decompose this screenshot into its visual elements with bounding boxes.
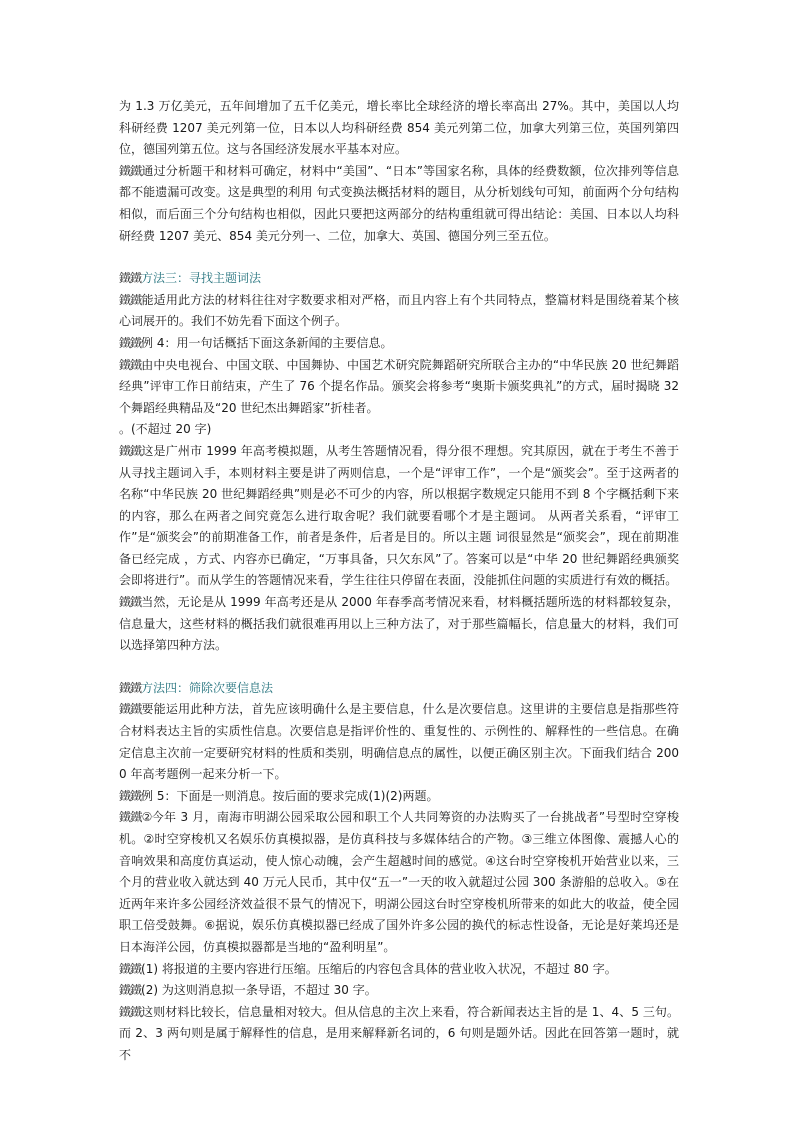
section-gap bbox=[119, 247, 679, 268]
paragraph-text: (2) 为这则消息拟一条导语，不超过 30 字。 bbox=[141, 983, 377, 998]
paragraph-marker: 鐵鐵 bbox=[119, 271, 142, 286]
paragraph bbox=[119, 807, 679, 958]
paragraph-marker: 鐵鐵② bbox=[119, 810, 152, 825]
paragraph-text: 例 5：下面是一则消息。按后面的要求完成(1)(2)两题。 bbox=[141, 788, 439, 803]
heading-text: 方法三：寻找主题词法 bbox=[141, 271, 262, 286]
paragraph bbox=[119, 419, 679, 441]
paragraph-text: (1) 将报道的主要内容进行压缩。压缩后的内容包含具体的营业收入状况，不超过 80 字。 bbox=[141, 961, 617, 976]
paragraph-text: 这则材料比较长，信息量相对较大。但从信息的主次上来看，符合新闻表达主旨的是 1、4、5 三句。而 2、3 两句则是属于解释性的信息，是用来解释新名词的，6 句则是题外话。因此在回答第一题时，就不 bbox=[119, 1004, 679, 1062]
paragraph-text: 为 1.3 万亿美元，五年间增加了五千亿美元，增长率比全球经济的增长率高出 27%。其中，美国以人均科研经费 1207 美元列第一位，日本以人均科研经费 854 美元列第二位，加拿大列第三位，英国列第四位，德国列第五位。这与各国经济发展水平基本对应。 bbox=[119, 99, 679, 157]
section-heading bbox=[119, 268, 679, 290]
paragraph-marker: 鐵鐵 bbox=[119, 1004, 142, 1019]
paragraph-text: 今年 3 月，南海市明湖公园采取公园和职工个人共同筹资的办法购买了一台挑战者”号型时空穿梭机。②时空穿梭机又名娱乐仿真模拟器，是仿真科技与多媒体结合的产物。③三维立体图像、震撼人心的音响效果和高度仿真运动，使人惊心动魄，会产生超越时间的感觉。④这台时空穿梭机开始营业以来，三个月的营业收入就达到 40 万元人民币，其中仅“五一”一天的收入就超过公园 300 条游船的总收入。⑤在近两年来许多公园经济效益很不景气的情况下，明湖公园这台时空穿梭机所带来的如此大的收益，使全园职工倍受鼓舞。⑥据说，娱乐仿真模拟器已经成了国外许多公园的换代的标志性设备，无论是好莱坞还是日本海洋公园，仿真模拟器都是当地的“盈利明星”。 bbox=[119, 810, 680, 954]
paragraph-text: 当然，无论是从 1999 年高考还是从 2000 年春季高考情况来看，材料概括题所选的材料都较复杂，信息量大，这些材料的概括我们就很难再用以上三种方法了，对于那些篇幅长，信息量大的材料，我们可以选择第四种方法。 bbox=[119, 595, 679, 653]
paragraph-marker: 鐵鐵 bbox=[119, 595, 142, 610]
paragraph bbox=[119, 290, 679, 333]
paragraph-marker: 鐵鐵 bbox=[119, 335, 142, 350]
paragraph-marker: 鐵鐵 bbox=[119, 788, 142, 803]
paragraph bbox=[119, 161, 679, 247]
paragraph-marker: 鐵鐵 bbox=[119, 292, 142, 307]
paragraph-marker: 鐵鐵 bbox=[119, 357, 142, 372]
paragraph-marker: 鐵鐵 bbox=[119, 961, 142, 976]
paragraph bbox=[119, 333, 679, 355]
paragraph-text: 这是广州市 1999 年高考模拟题，从考生答题情况看，得分很不理想。究其原因，就在于考生不善于从寻找主题词入手，本则材料主要是讲了两则信息，一个是“评审工作”，一个是“颁奖会”。至于这两者的名称“中华民族 20 世纪舞蹈经典”则是必不可少的内容，所以根据字数规定只能用不到 8 个字概括剩下来的内容，那么在两者之间究竟怎么进行取舍呢？我们就要看哪个才是主题词。 从两者关系看，“评审工作”是“颁奖会”的前期准备工作，前者是条件，后者是目的。所以主题 词很显然是“颁奖会”，现在前期准备已经完成 ，方式、内容亦已确定，“万事具备，只欠东风”了。答案可以是“中华 20 世纪舞蹈经典颁奖会即将进行”。而从学生的答题情况来看，学生往往只停留在表面，没能抓住问题的实质进行有效的概括。 bbox=[119, 443, 679, 588]
paragraph-text: 通过分析题干和材料可确定，材料中“美国”、“日本”等国家名称，具体的经费数额，位次排列等信息都不能遗漏可改变。这是典型的利用 句式变换法概括材料的题目，从分析划线句可知，前面两个分句结构相似，而后面三个分句结构也相似，因此只要把这两部分的结构重组就可得出结论：美国、日本以人均科研经费 1207 美元、854 美元分列一、二位，加拿大、英国、德国分列三至五位。 bbox=[119, 163, 679, 243]
paragraph bbox=[119, 786, 679, 808]
section-gap bbox=[119, 657, 679, 678]
paragraph-marker: 鐵鐵 bbox=[119, 163, 142, 178]
paragraph bbox=[119, 959, 679, 981]
paragraph-text: 由中央电视台、中国文联、中国舞协、中国艺术研究院舞蹈研究所联合主办的“中华民族 20 世纪舞蹈经典”评审工作日前结束，产生了 76 个提名作品。颁奖会将参考“奥斯卡颁奖典礼”的方式，届时揭晓 32 个舞蹈经典精品及“20 世纪杰出舞蹈家”折桂者。 bbox=[119, 357, 679, 415]
paragraph-marker: 鐵鐵 bbox=[119, 983, 142, 998]
section-heading bbox=[119, 678, 679, 700]
paragraph bbox=[119, 96, 679, 161]
heading-text: 方法四：筛除次要信息法 bbox=[141, 680, 274, 695]
paragraph-text: 要能运用此种方法，首先应该明确什么是主要信息，什么是次要信息。这里讲的主要信息是指那些符合材料表达主旨的实质性信息。次要信息是指评价性的、重复性的、示例性的、解释性的一些信息。在确定信息主次前一定要研究材料的性质和类别，明确信息点的属性，以便正确区别主次。下面我们结合 2000 年高考题例一起来分析一下。 bbox=[119, 702, 679, 782]
paragraph-marker: 鐵鐵 bbox=[119, 680, 142, 695]
paragraph-text: 。(不超过 20 字) bbox=[119, 422, 212, 437]
paragraph bbox=[119, 1002, 679, 1067]
paragraph-marker: 鐵鐵 bbox=[119, 702, 142, 717]
paragraph bbox=[119, 699, 679, 785]
paragraph-text: 例 4：用一句话概括下面这条新闻的主要信息。 bbox=[141, 335, 393, 350]
paragraph bbox=[119, 441, 679, 592]
paragraph bbox=[119, 980, 679, 1002]
paragraph bbox=[119, 592, 679, 657]
paragraph-marker: 鐵鐵 bbox=[119, 443, 142, 458]
document-body bbox=[119, 96, 679, 1067]
paragraph-text: 能适用此方法的材料往往对字数要求相对严格，而且内容上有个共同特点，整篇材料是围绕着某个核心词展开的。我们不妨先看下面这个例子。 bbox=[119, 292, 679, 329]
paragraph bbox=[119, 355, 679, 420]
